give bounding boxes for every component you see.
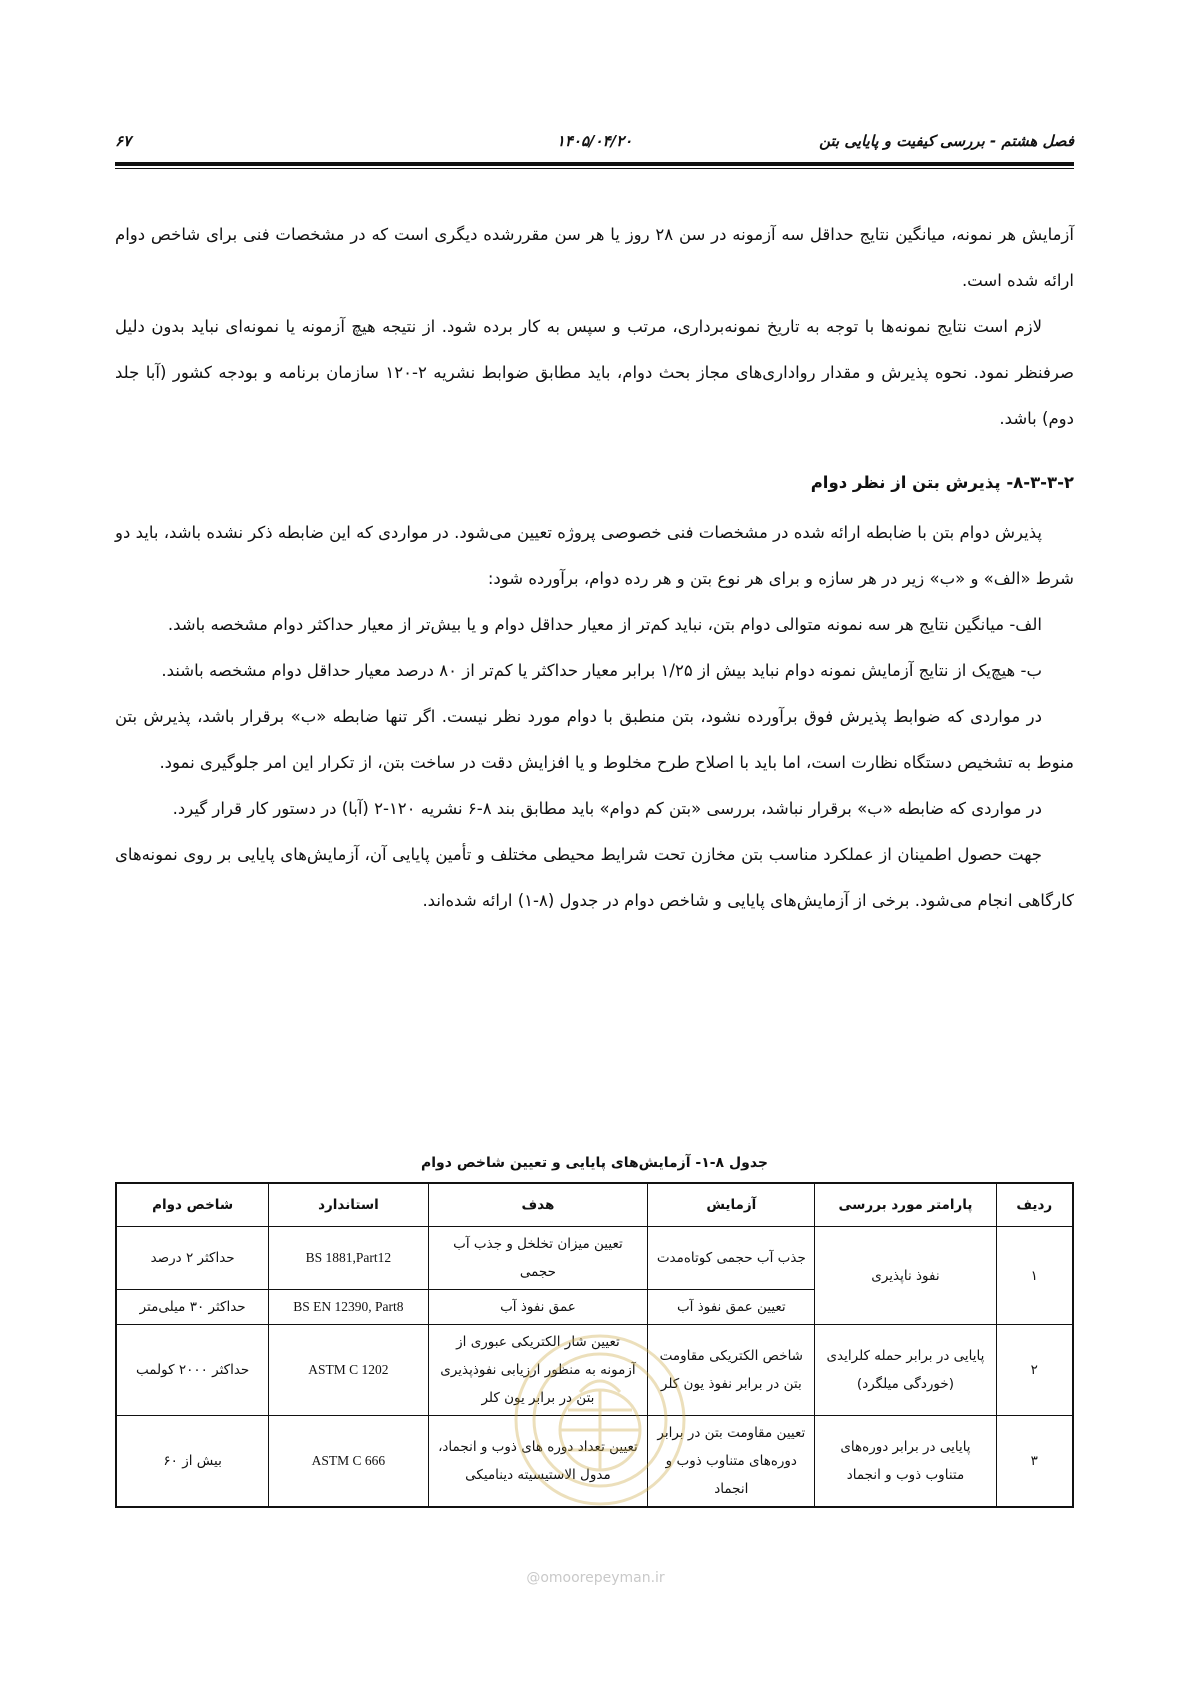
cell-goal: عمق نفوذ آب xyxy=(428,1290,648,1325)
header-rule-thin xyxy=(115,168,1074,169)
body-text xyxy=(115,212,1074,924)
header-rule-thick xyxy=(115,162,1074,166)
paragraph: در مواردی که ضابطه «ب» برقرار نباشد، بررسی «بتن کم دوام» باید مطابق بند ۸-۶ نشریه ۱۲۰-۲ (آبا) در دستور کار قرار گیرد. xyxy=(172,799,1042,818)
cell-standard: BS 1881,Part12 xyxy=(269,1227,428,1290)
header-index: شاخص دوام xyxy=(116,1183,269,1227)
cell-test: تعیین عمق نفوذ آب xyxy=(648,1290,815,1325)
header-standard: استاندارد xyxy=(269,1183,428,1227)
cell-row-number: ۱ xyxy=(996,1227,1073,1325)
chapter-title: فصل هشتم - بررسی کیفیت و پایایی بتن xyxy=(819,132,1074,150)
paragraph: در مواردی که ضوابط پذیرش فوق برآورده نشود، بتن منطبق با دوام مورد نظر نیست. اگر تنها ضابطه «ب» برقرار باشد، پذیرش بتن منوط به تشخیص دستگاه نظارت است، اما باید با اصلاح طرح مخلوط و یا افزایش دقت در ساخت بتن، از تکرار این امر جلوگیری نمود. xyxy=(115,707,1074,772)
cell-test: تعیین مقاومت بتن در برابر دوره‌های متناوب ذوب و انجماد xyxy=(648,1416,815,1508)
cell-goal: تعیین میزان تخلخل و جذب آب حجمی xyxy=(428,1227,648,1290)
header-goal: هدف xyxy=(428,1183,648,1227)
header-parameter: پارامتر مورد بررسی xyxy=(815,1183,996,1227)
cell-test: شاخص الکتریکی مقاومت بتن در برابر نفوذ یون کلر xyxy=(648,1325,815,1416)
table-caption: جدول ۸-۱- آزمایش‌های پایایی و تعیین شاخص دوام xyxy=(421,1155,768,1171)
cell-index: حداکثر ۲۰۰۰ کولمب xyxy=(116,1325,269,1416)
page-header xyxy=(115,128,1074,162)
cell-row-number: ۳ xyxy=(996,1416,1073,1508)
paragraph: لازم است نتایج نمونه‌ها با توجه به تاریخ نمونه‌برداری، مرتب و سپس به کار برده شود. از نتیجه هیچ آزمونه یا نمونه‌ای نباید بدون دلیل صرفنظر نمود. نحوه پذیرش و مقدار رواداری‌های مجاز بحث دوام، باید مطابق ضوابط نشریه ۲-۱۲۰ سازمان برنامه و بودجه کشور (آبا جلد دوم) باشد. xyxy=(115,317,1074,428)
table-row xyxy=(116,1227,1073,1290)
header-date: ۱۴۰۵/۰۴/۲۰ xyxy=(556,132,633,150)
list-item: الف- میانگین نتایج هر سه نمونه متوالی دوام بتن، نباید کم‌تر از معیار حداقل دوام و یا بیش‌تر از معیار حداکثر دوام مشخصه باشد. xyxy=(167,615,1042,634)
cell-standard: ASTM C 1202 xyxy=(269,1325,428,1416)
cell-index: حداکثر ۳۰ میلی‌متر xyxy=(116,1290,269,1325)
header-test: آزمایش xyxy=(648,1183,815,1227)
paragraph: پذیرش دوام بتن با ضابطه ارائه شده در مشخصات فنی خصوصی پروژه تعیین می‌شود. در مواردی که این ضابطه ذکر نشده باشد، باید دو شرط «الف» و «ب» زیر در هر سازه و برای هر نوع بتن و هر رده دوام، برآورده شود: xyxy=(115,523,1074,588)
watermark-seal-icon xyxy=(510,1330,690,1510)
header-row-number: ردیف xyxy=(996,1183,1073,1227)
cell-index: حداکثر ۲ درصد xyxy=(116,1227,269,1290)
cell-goal: تعیین تعداد دوره های ذوب و انجماد، مدول الاستیسیته دینامیکی xyxy=(428,1416,648,1508)
cell-index: بیش از ۶۰ xyxy=(116,1416,269,1508)
page-number: ۶۷ xyxy=(115,132,132,150)
table-header-row xyxy=(116,1183,1073,1227)
cell-parameter: پایایی در برابر حمله کلرایدی (خوردگی میلگرد) xyxy=(815,1325,996,1416)
cell-test: جذب آب حجمی کوتاه‌مدت xyxy=(648,1227,815,1290)
watermark-text: @omoorepeyman.ir xyxy=(526,1570,665,1586)
paragraph: آزمایش هر نمونه، میانگین نتایج حداقل سه آزمونه در سن ۲۸ روز یا هر سن مقررشده دیگری است که در مشخصات فنی برای شاخص دوام ارائه شده است. xyxy=(115,225,1074,290)
cell-standard: ASTM C 666 xyxy=(269,1416,428,1508)
paragraph: جهت حصول اطمینان از عملکرد مناسب بتن مخازن تحت شرایط محیطی مختلف و تأمین پایایی آن، آزمایش‌های پایایی بر روی نمونه‌های کارگاهی انجام می‌شود. برخی از آزمایش‌های پایایی و شاخص دوام در جدول (۸-۱) ارائه شده‌اند. xyxy=(115,845,1074,910)
cell-parameter: پایایی در برابر دوره‌های متناوب ذوب و انجماد xyxy=(815,1416,996,1508)
cell-parameter: نفوذ ناپذیری xyxy=(815,1227,996,1325)
cell-row-number: ۲ xyxy=(996,1325,1073,1416)
section-heading: ۸-۳-۳-۲- پذیرش بتن از نظر دوام xyxy=(810,473,1074,492)
cell-goal: تعیین شار الکتریکی عبوری از آزمونه به منظور ارزیابی نفوذپذیری بتن در برابر یون کلر xyxy=(428,1325,648,1416)
cell-standard: BS EN 12390, Part8 xyxy=(269,1290,428,1325)
list-item: ب- هیچ‌یک از نتایج آزمایش نمونه دوام نباید بیش از ۱/۲۵ برابر معیار حداکثر یا کم‌تر از ۸۰ درصد معیار حداقل دوام مشخصه باشند. xyxy=(161,661,1042,680)
